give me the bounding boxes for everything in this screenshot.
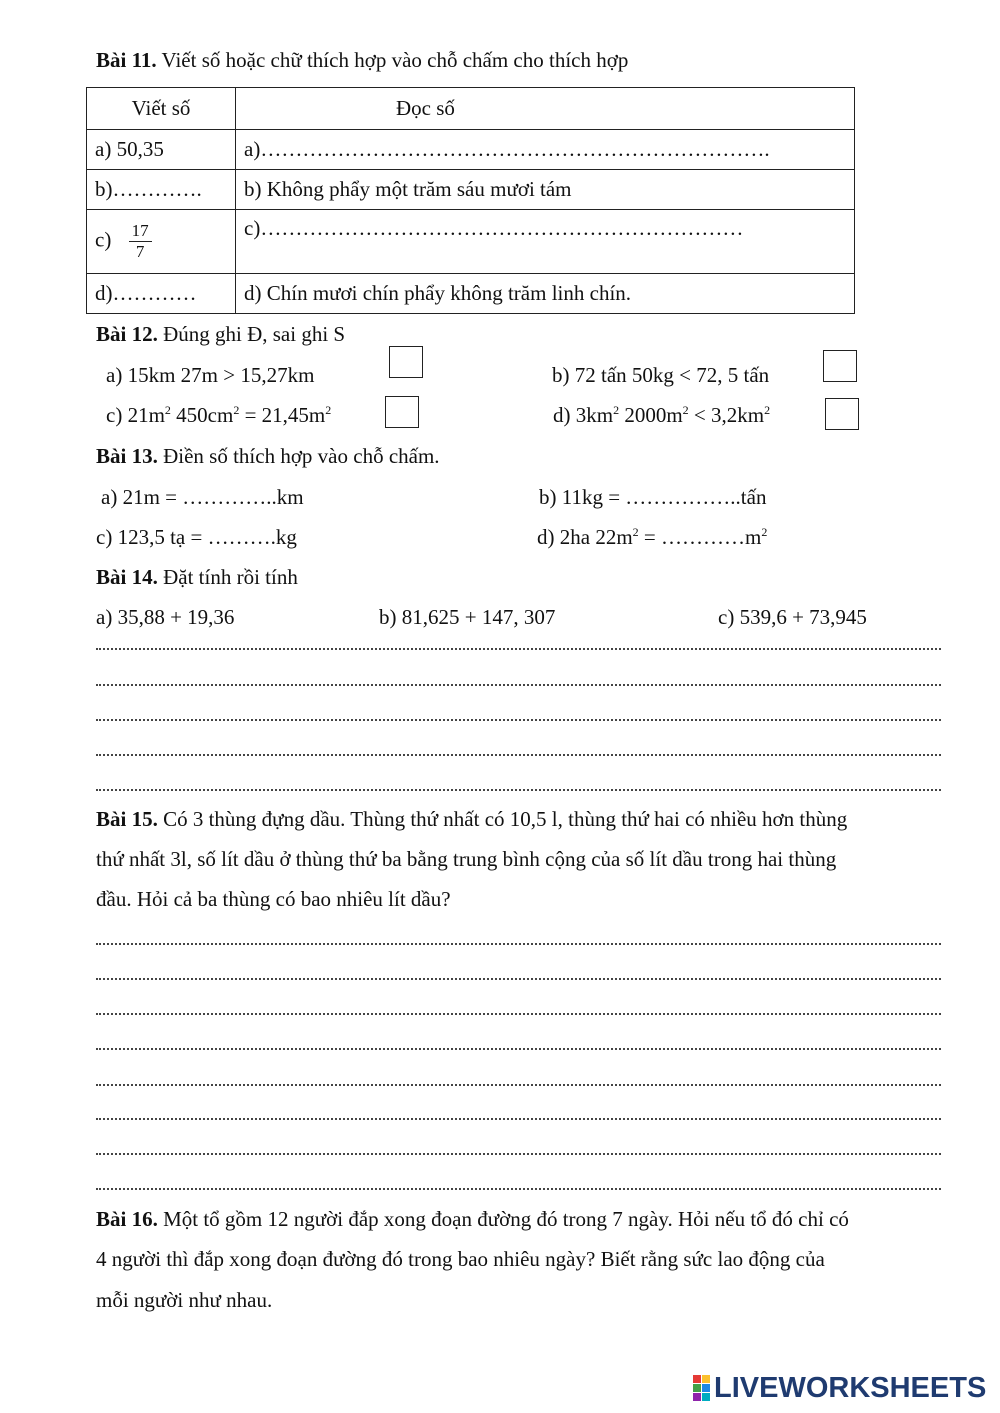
d-part3: < 3,2km (688, 403, 765, 427)
table-header-read: Đọc số (236, 88, 855, 130)
table-cell-write-b[interactable]: b)…………. (87, 170, 236, 210)
bai12-title: Bài 12. (96, 322, 158, 346)
table-row (87, 274, 855, 314)
answer-line[interactable] (96, 789, 941, 791)
answer-line[interactable] (96, 1084, 941, 1086)
d-part2: 2000m (619, 403, 683, 427)
superscript: 2 (682, 403, 689, 417)
superscript: 2 (613, 403, 620, 417)
bai13-item-d[interactable] (537, 525, 767, 550)
answer-box-a[interactable] (389, 346, 423, 378)
bai16-line3: mỗi người như nhau. (96, 1288, 273, 1312)
bai14-instruction: Đặt tính rồi tính (157, 565, 298, 589)
bai12-item-b: b) 72 tấn 50kg < 72, 5 tấn (552, 363, 770, 387)
answer-line[interactable] (96, 1048, 941, 1050)
answer-line[interactable] (96, 648, 941, 650)
bai15-line2: thứ nhất 3l, số lít dầu ở thùng thứ ba bằng trung bình cộng của số lít dầu trong hai thùng (96, 847, 837, 871)
table-cell-write-a: a) 50,35 (87, 130, 236, 170)
bai11-heading (96, 48, 628, 73)
liveworksheets-logo (693, 1373, 986, 1403)
table-header-write: Viết số (87, 88, 236, 130)
table-cell-write-c (87, 210, 236, 274)
answer-line[interactable] (96, 1153, 941, 1155)
bai15-title: Bài 15. (96, 807, 158, 831)
bai16-text1: Một tổ gồm 12 người đắp xong đoạn đường đó trong 7 ngày. Hỏi nếu tổ đó chỉ có (157, 1207, 849, 1231)
bai12-instruction: Đúng ghi Đ, sai ghi S (157, 322, 346, 346)
d-part1: d) 3km (553, 403, 614, 427)
superscript: 2 (764, 403, 771, 417)
bai13-item-a[interactable]: a) 21m = …………..km (101, 485, 304, 509)
bai14-item-a: a) 35,88 + 19,36 (96, 605, 235, 629)
bai16-line2: 4 người thì đắp xong đoạn đường đó trong bao nhiêu ngày? Biết rằng sức lao động của (96, 1247, 825, 1271)
c-part1: c) 21m (106, 403, 165, 427)
fraction-numerator: 17 (129, 221, 152, 242)
bai14-heading (96, 565, 298, 590)
bai11-title: Bài 11. (96, 48, 157, 72)
table-cell-write-d[interactable]: d)………… (87, 274, 236, 314)
bai11-table (86, 87, 855, 314)
fraction-denominator: 7 (135, 242, 145, 261)
answer-line[interactable] (96, 1188, 941, 1190)
answer-line[interactable] (96, 754, 941, 756)
d-part2: = …………m (638, 525, 762, 549)
superscript: 2 (164, 403, 171, 417)
d-part1: d) 2ha 22m (537, 525, 633, 549)
bai11-instruction: Viết số hoặc chữ thích hợp vào chỗ chấm cho thích hợp (156, 48, 629, 72)
bai12-heading (96, 322, 345, 347)
bai15-line1 (96, 807, 847, 832)
bai12-item-a: a) 15km 27m > 15,27km (106, 363, 315, 387)
answer-box-c[interactable] (385, 396, 419, 428)
superscript: 2 (761, 525, 768, 539)
answer-line[interactable] (96, 1013, 941, 1015)
superscript: 2 (632, 525, 639, 539)
table-cell-read-a[interactable]: a)………………………………………………………………. (236, 130, 855, 170)
c-part2: 450cm (170, 403, 234, 427)
logo-text: LIVEWORKSHEETS (714, 1371, 987, 1404)
bai16-title: Bài 16. (96, 1207, 158, 1231)
answer-line[interactable] (96, 684, 941, 686)
bai14-title: Bài 14. (96, 565, 158, 589)
superscript: 2 (233, 403, 240, 417)
table-row (87, 130, 855, 170)
fraction (129, 221, 152, 262)
answer-box-b[interactable] (823, 350, 857, 382)
table-row (87, 170, 855, 210)
table-cell-read-b: b) Không phẩy một trăm sáu mươi tám (236, 170, 855, 210)
table-cell-read-c[interactable]: c)…………………………………………………………… (236, 210, 855, 274)
c-part3: = 21,45m (239, 403, 326, 427)
answer-line[interactable] (96, 943, 941, 945)
bai13-instruction: Điền số thích hợp vào chỗ chấm. (157, 444, 440, 468)
answer-line[interactable] (96, 978, 941, 980)
table-cell-read-d: d) Chín mươi chín phẩy không trăm linh chín. (236, 274, 855, 314)
logo-mark-icon (693, 1375, 710, 1401)
table-row (87, 210, 855, 274)
bai14-item-b: b) 81,625 + 147, 307 (379, 605, 556, 629)
bai13-item-b[interactable]: b) 11kg = ……………..tấn (539, 485, 767, 509)
bai13-heading (96, 444, 440, 469)
bai15-line3: đầu. Hỏi cả ba thùng có bao nhiêu lít dầu? (96, 887, 451, 911)
answer-line[interactable] (96, 1118, 941, 1120)
answer-line[interactable] (96, 719, 941, 721)
bai14-item-c: c) 539,6 + 73,945 (718, 605, 867, 629)
superscript: 2 (325, 403, 332, 417)
row-c-prefix: c) (95, 227, 112, 252)
bai16-line1 (96, 1207, 849, 1232)
bai15-text1: Có 3 thùng đựng dầu. Thùng thứ nhất có 10,5 l, thùng thứ hai có nhiều hơn thùng (157, 807, 848, 831)
bai12-item-d (553, 403, 770, 428)
bai13-title: Bài 13. (96, 444, 158, 468)
bai12-item-c (106, 403, 331, 428)
answer-box-d[interactable] (825, 398, 859, 430)
bai13-item-c[interactable]: c) 123,5 tạ = ……….kg (96, 525, 297, 549)
